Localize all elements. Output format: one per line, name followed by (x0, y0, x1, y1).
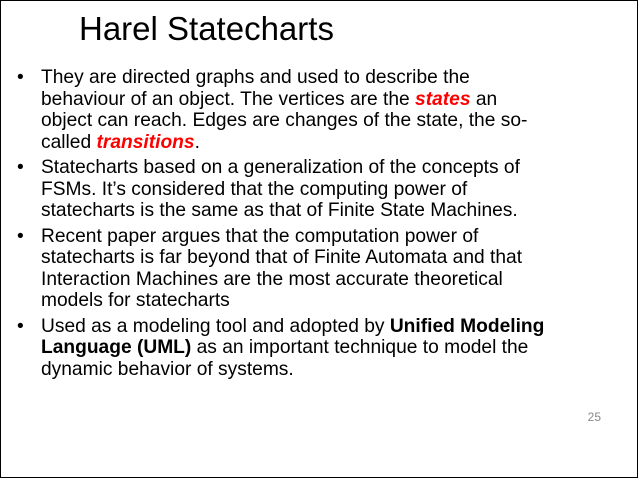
page-number: 25 (587, 410, 601, 424)
bullet-item-3 (1, 226, 637, 312)
text-run: Used as a modeling tool and adopted by (41, 315, 390, 337)
bullet-line (41, 226, 637, 248)
text-run: object can reach. Edges are changes of the state, the so- (41, 110, 528, 131)
bullet-marker: • (17, 67, 24, 88)
text-run: Interaction Machines are the most accurate theoretical (41, 268, 503, 290)
bullet-line (41, 179, 637, 201)
text-run: behaviour of an object. The vertices are the (41, 88, 416, 110)
text-run: . (194, 131, 200, 153)
emphasis-transitions: transitions (96, 131, 195, 153)
bullet-marker: • (17, 225, 24, 247)
bullet-line (41, 269, 637, 291)
bullet-line (41, 89, 637, 111)
text-run: as an important technique to model the (191, 337, 529, 358)
text-run: They are directed graphs and used to describe the (41, 67, 470, 88)
bullet-line (41, 316, 637, 338)
bullet-item-1 (1, 67, 637, 153)
bullet-line (41, 337, 637, 359)
text-run: an (470, 88, 498, 110)
bullet-line (41, 359, 637, 381)
bullet-line (41, 157, 637, 179)
text-run: called (41, 131, 97, 153)
emphasis-states: states (415, 88, 471, 110)
bullet-line (41, 132, 637, 154)
bullet-marker: • (17, 157, 24, 178)
bullet-line (41, 200, 637, 222)
bullet-list (1, 67, 637, 384)
emphasis-uml: Unified Modeling (389, 315, 545, 337)
slide-title: Harel Statecharts (79, 10, 334, 47)
bullet-line (41, 290, 637, 312)
text-run: statecharts is the same as that of Finite State Machines. (41, 200, 518, 221)
text-run: Statecharts based on a generalization of the concepts of (41, 157, 520, 178)
bullet-line (41, 247, 637, 269)
emphasis-uml: Language (UML) (41, 337, 192, 358)
text-run: Recent paper argues that the computation power of (41, 225, 479, 247)
text-run: FSMs. It’s considered that the computing power of (41, 178, 468, 200)
bullet-marker: • (17, 315, 24, 337)
text-run: models for statecharts (41, 290, 230, 311)
bullet-line (41, 67, 637, 89)
bullet-item-2 (1, 157, 637, 222)
bullet-item-4 (1, 316, 637, 381)
text-run: dynamic behavior of systems. (41, 358, 294, 380)
bullet-line (41, 110, 637, 132)
text-run: statecharts is far beyond that of Finite Automata and that (41, 247, 523, 268)
